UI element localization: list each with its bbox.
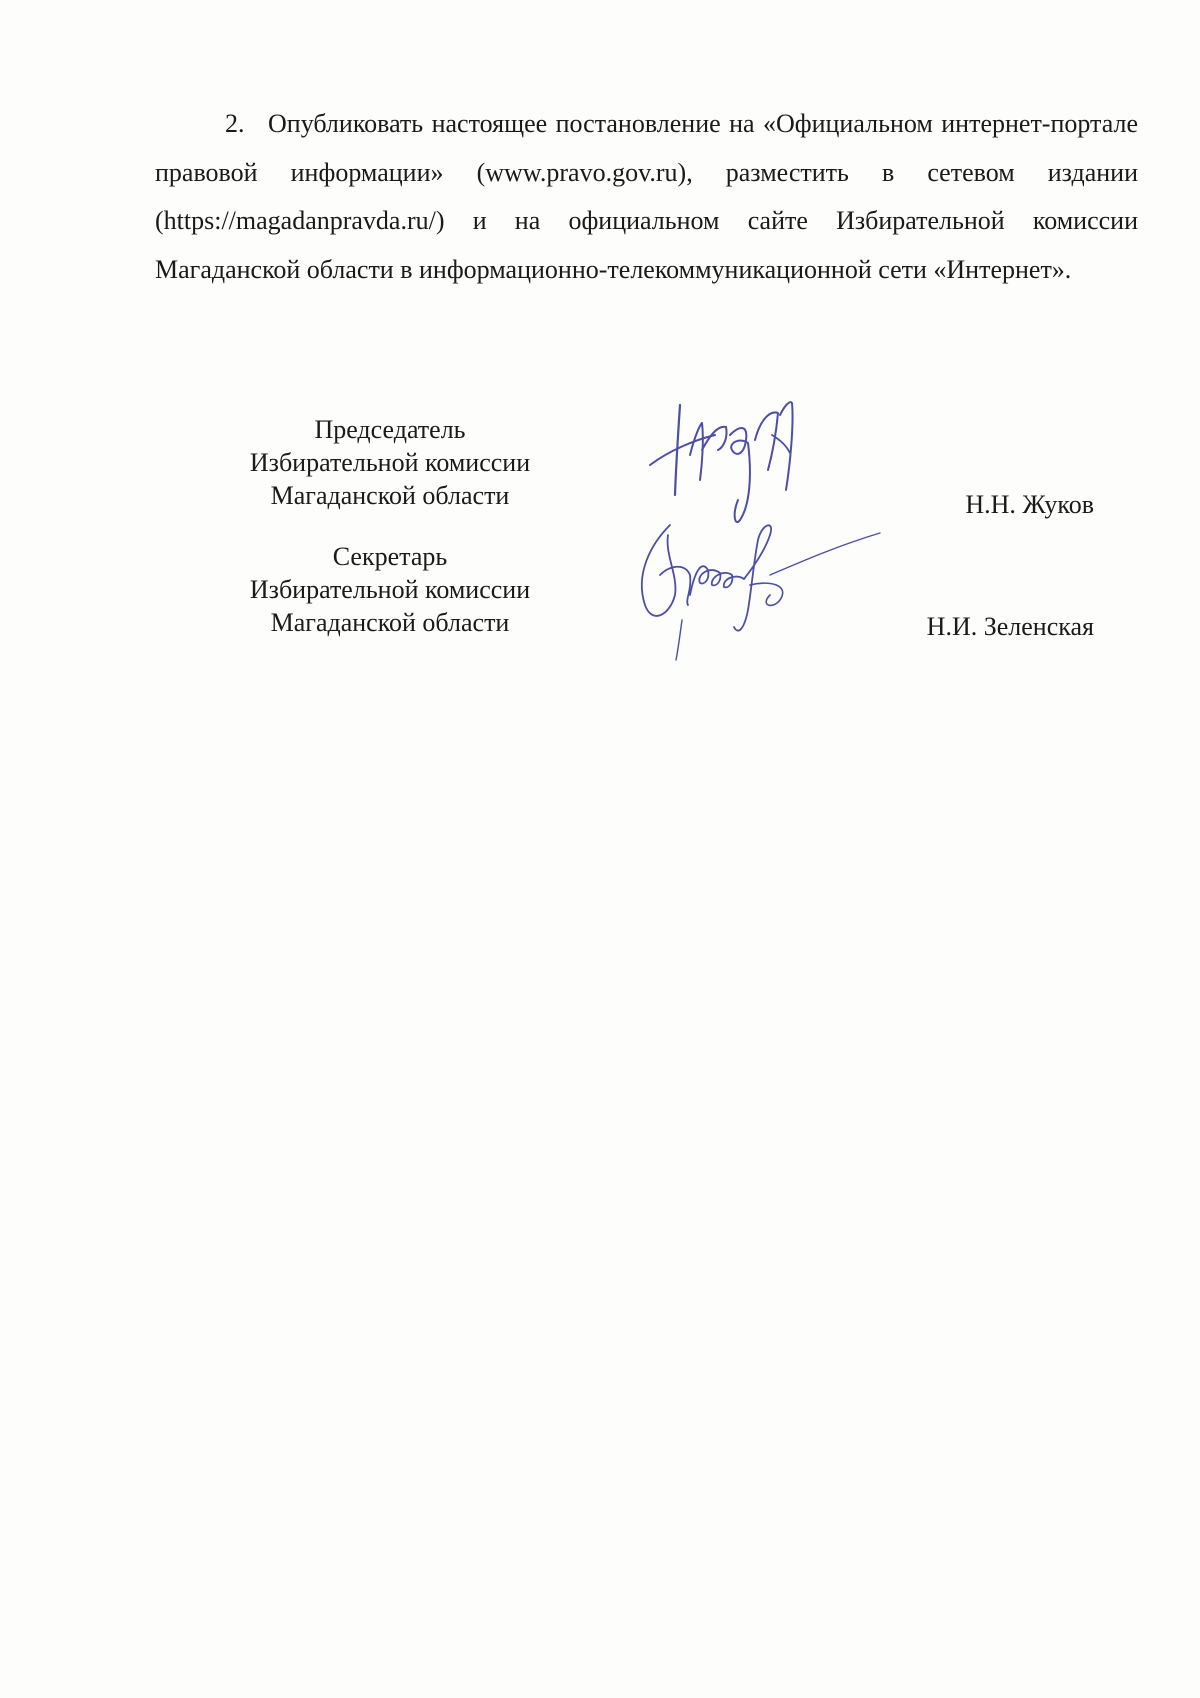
paragraph-number: 2. bbox=[225, 109, 245, 138]
chair-name: Н.Н. Жуков bbox=[965, 490, 1094, 519]
publication-paragraph bbox=[155, 100, 1138, 294]
secretary-name: Н.И. Зеленская bbox=[926, 612, 1094, 641]
chair-title-line-2: Избирательной комиссии bbox=[249, 448, 531, 477]
paragraph-text: Опубликовать настоящее постановление на «Официальном интернет-портале правовой информации» (www.pravo.gov.ru), разместить в сетевом издании (https://magadanpravda.ru/) и на официальном сайте Избирательной комиссии Магаданской области в информационно-телекоммуникационной сети «Интернет». bbox=[155, 109, 1138, 284]
chair-title-line-3: Магаданской области bbox=[270, 481, 510, 510]
secretary-title-line-3: Магаданской области bbox=[270, 608, 510, 637]
secretary-title-line-2: Избирательной комиссии bbox=[249, 575, 531, 604]
chair-title-block bbox=[200, 413, 580, 512]
secretary-title-block bbox=[200, 540, 580, 639]
secretary-signature bbox=[630, 515, 890, 665]
secretary-title-line-1: Секретарь bbox=[332, 542, 448, 571]
chair-title-line-1: Председатель bbox=[314, 415, 466, 444]
